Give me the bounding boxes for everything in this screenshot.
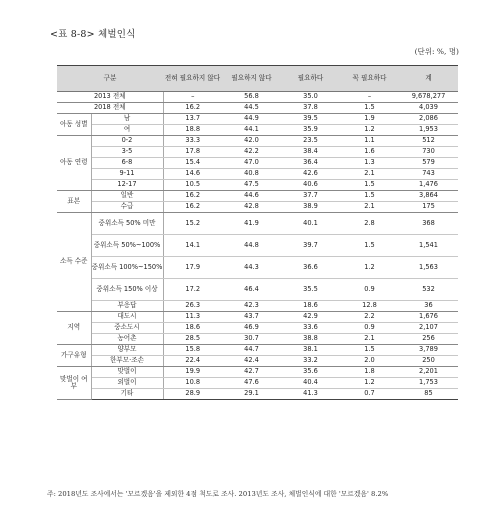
table-row bbox=[57, 323, 458, 334]
cell-value: 18.6 bbox=[281, 301, 340, 312]
table-row bbox=[57, 312, 458, 323]
cell-value: 44.7 bbox=[222, 345, 281, 356]
cell-value: 30.7 bbox=[222, 334, 281, 345]
cell-value: 44.9 bbox=[222, 114, 281, 125]
cell-value: 42.0 bbox=[222, 136, 281, 147]
cell-value: 3,864 bbox=[399, 191, 458, 202]
cell-value: 26.3 bbox=[163, 301, 222, 312]
cell-value: 1.6 bbox=[340, 147, 399, 158]
table-row bbox=[57, 389, 458, 400]
cell-value: 15.8 bbox=[163, 345, 222, 356]
cell-value: 11.3 bbox=[163, 312, 222, 323]
cell-value: 2.0 bbox=[340, 356, 399, 367]
punishment-perception-table bbox=[57, 65, 458, 400]
cell-value: 15.2 bbox=[163, 213, 222, 235]
cell-value: 532 bbox=[399, 279, 458, 301]
row-label: 한부모·조손 bbox=[91, 356, 163, 367]
cell-value: 22.4 bbox=[163, 356, 222, 367]
cell-value: 256 bbox=[399, 334, 458, 345]
cell-value: 33.3 bbox=[163, 136, 222, 147]
group-label: 맞벌이 여부 bbox=[57, 367, 91, 400]
cell-value: 46.9 bbox=[222, 323, 281, 334]
row-label: 2018 전체 bbox=[57, 103, 163, 114]
cell-value: 38.9 bbox=[281, 202, 340, 213]
table-row bbox=[57, 125, 458, 136]
cell-value: 42.2 bbox=[222, 147, 281, 158]
cell-value: 18.8 bbox=[163, 125, 222, 136]
row-label: 기타 bbox=[91, 389, 163, 400]
row-label: 중위소득 50% 미만 bbox=[91, 213, 163, 235]
cell-value: 1.5 bbox=[340, 180, 399, 191]
cell-value: 1.9 bbox=[340, 114, 399, 125]
cell-value: 42.9 bbox=[281, 312, 340, 323]
cell-value: 0.9 bbox=[340, 323, 399, 334]
cell-value: 44.1 bbox=[222, 125, 281, 136]
cell-value: 42.7 bbox=[222, 367, 281, 378]
cell-value: 46.4 bbox=[222, 279, 281, 301]
cell-value: 17.2 bbox=[163, 279, 222, 301]
row-label: 남 bbox=[91, 114, 163, 125]
cell-value: 1.8 bbox=[340, 367, 399, 378]
table-row bbox=[57, 235, 458, 257]
cell-value: 3,789 bbox=[399, 345, 458, 356]
cell-value: 0.9 bbox=[340, 279, 399, 301]
group-label: 아동 연령 bbox=[57, 136, 91, 191]
cell-value: 41.9 bbox=[222, 213, 281, 235]
table-body bbox=[57, 92, 458, 400]
cell-value: 35.9 bbox=[281, 125, 340, 136]
cell-value: 175 bbox=[399, 202, 458, 213]
cell-value: 730 bbox=[399, 147, 458, 158]
cell-value: 39.5 bbox=[281, 114, 340, 125]
row-label: 대도시 bbox=[91, 312, 163, 323]
unit-label: (단위: %, 명) bbox=[414, 47, 459, 56]
row-label: 일반 bbox=[91, 191, 163, 202]
table-row bbox=[57, 180, 458, 191]
cell-value: 1,563 bbox=[399, 257, 458, 279]
cell-value: 743 bbox=[399, 169, 458, 180]
table-row bbox=[57, 356, 458, 367]
cell-value: 23.5 bbox=[281, 136, 340, 147]
cell-value: 29.1 bbox=[222, 389, 281, 400]
cell-value: 16.2 bbox=[163, 103, 222, 114]
cell-value: 10.8 bbox=[163, 378, 222, 389]
cell-value: 47.6 bbox=[222, 378, 281, 389]
cell-value: 44.6 bbox=[222, 191, 281, 202]
cell-value: 512 bbox=[399, 136, 458, 147]
cell-value: 250 bbox=[399, 356, 458, 367]
group-label: 표본 bbox=[57, 191, 91, 213]
row-label: 양부모 bbox=[91, 345, 163, 356]
group-label: 소득 수준 bbox=[57, 213, 91, 312]
cell-value: 40.8 bbox=[222, 169, 281, 180]
cell-value: 2,086 bbox=[399, 114, 458, 125]
cell-value: 9,678,277 bbox=[399, 92, 458, 103]
header-necessary: 필요하다 bbox=[281, 66, 340, 92]
cell-value: 42.8 bbox=[222, 202, 281, 213]
cell-value: 38.4 bbox=[281, 147, 340, 158]
row-label: 중위소득 100%~150% bbox=[91, 257, 163, 279]
cell-value: 2.1 bbox=[340, 169, 399, 180]
row-label: 맞벌이 bbox=[91, 367, 163, 378]
table-row bbox=[57, 367, 458, 378]
table-caption: <표 8-8> 체벌인식 bbox=[50, 29, 136, 40]
header-very-necessary: 꼭 필요하다 bbox=[340, 66, 399, 92]
cell-value: 1,541 bbox=[399, 235, 458, 257]
cell-value: 1.3 bbox=[340, 158, 399, 169]
cell-value: 1.2 bbox=[340, 378, 399, 389]
row-label: 2013 전체 bbox=[57, 92, 163, 103]
row-label: 부응답 bbox=[91, 301, 163, 312]
header-row bbox=[57, 66, 458, 92]
cell-value: 1.5 bbox=[340, 235, 399, 257]
cell-value: 44.3 bbox=[222, 257, 281, 279]
cell-value: 10.5 bbox=[163, 180, 222, 191]
cell-value: – bbox=[340, 92, 399, 103]
cell-value: 56.8 bbox=[222, 92, 281, 103]
cell-value: 16.2 bbox=[163, 191, 222, 202]
cell-value: 42.6 bbox=[281, 169, 340, 180]
cell-value: 33.2 bbox=[281, 356, 340, 367]
cell-value: 47.5 bbox=[222, 180, 281, 191]
cell-value: 42.3 bbox=[222, 301, 281, 312]
cell-value: 1,753 bbox=[399, 378, 458, 389]
row-label: 3-5 bbox=[91, 147, 163, 158]
group-label: 아동 성별 bbox=[57, 114, 91, 136]
cell-value: 2,201 bbox=[399, 367, 458, 378]
cell-value: 17.9 bbox=[163, 257, 222, 279]
table-row bbox=[57, 334, 458, 345]
cell-value: 14.1 bbox=[163, 235, 222, 257]
table-row bbox=[57, 191, 458, 202]
cell-value: 2.8 bbox=[340, 213, 399, 235]
cell-value: 38.8 bbox=[281, 334, 340, 345]
cell-value: 1.5 bbox=[340, 191, 399, 202]
cell-value: 1.1 bbox=[340, 136, 399, 147]
cell-value: 28.5 bbox=[163, 334, 222, 345]
cell-value: 85 bbox=[399, 389, 458, 400]
row-label: 외벌이 bbox=[91, 378, 163, 389]
row-label: 중위소득 150% 이상 bbox=[91, 279, 163, 301]
row-label: 12-17 bbox=[91, 180, 163, 191]
cell-value: 36 bbox=[399, 301, 458, 312]
table-row bbox=[57, 202, 458, 213]
cell-value: 2,107 bbox=[399, 323, 458, 334]
cell-value: – bbox=[163, 92, 222, 103]
cell-value: 2.1 bbox=[340, 334, 399, 345]
table-row bbox=[57, 92, 458, 103]
cell-value: 14.6 bbox=[163, 169, 222, 180]
cell-value: 1.2 bbox=[340, 125, 399, 136]
cell-value: 0.7 bbox=[340, 389, 399, 400]
table-row bbox=[57, 169, 458, 180]
cell-value: 1.2 bbox=[340, 257, 399, 279]
cell-value: 44.8 bbox=[222, 235, 281, 257]
cell-value: 44.5 bbox=[222, 103, 281, 114]
table-row bbox=[57, 103, 458, 114]
row-label: 0-2 bbox=[91, 136, 163, 147]
cell-value: 43.7 bbox=[222, 312, 281, 323]
cell-value: 36.4 bbox=[281, 158, 340, 169]
table-row bbox=[57, 345, 458, 356]
table-row bbox=[57, 213, 458, 235]
cell-value: 33.6 bbox=[281, 323, 340, 334]
table-row bbox=[57, 301, 458, 312]
header-not-at-all-necessary: 전혀 필요하지 않다 bbox=[163, 66, 222, 92]
cell-value: 1.5 bbox=[340, 345, 399, 356]
cell-value: 1,953 bbox=[399, 125, 458, 136]
cell-value: 40.6 bbox=[281, 180, 340, 191]
cell-value: 1,676 bbox=[399, 312, 458, 323]
cell-value: 17.8 bbox=[163, 147, 222, 158]
row-label: 여 bbox=[91, 125, 163, 136]
cell-value: 35.5 bbox=[281, 279, 340, 301]
table-row bbox=[57, 147, 458, 158]
cell-value: 1,476 bbox=[399, 180, 458, 191]
header-total: 계 bbox=[399, 66, 458, 92]
cell-value: 37.7 bbox=[281, 191, 340, 202]
row-label: 6-8 bbox=[91, 158, 163, 169]
cell-value: 2.1 bbox=[340, 202, 399, 213]
row-label: 중소도시 bbox=[91, 323, 163, 334]
table-row bbox=[57, 158, 458, 169]
cell-value: 16.2 bbox=[163, 202, 222, 213]
cell-value: 36.6 bbox=[281, 257, 340, 279]
cell-value: 35.6 bbox=[281, 367, 340, 378]
cell-value: 38.1 bbox=[281, 345, 340, 356]
row-label: 9-11 bbox=[91, 169, 163, 180]
cell-value: 13.7 bbox=[163, 114, 222, 125]
cell-value: 37.8 bbox=[281, 103, 340, 114]
table-row bbox=[57, 257, 458, 279]
cell-value: 41.3 bbox=[281, 389, 340, 400]
cell-value: 2.2 bbox=[340, 312, 399, 323]
header-not-necessary: 필요하지 않다 bbox=[222, 66, 281, 92]
cell-value: 19.9 bbox=[163, 367, 222, 378]
cell-value: 28.9 bbox=[163, 389, 222, 400]
row-label: 농어촌 bbox=[91, 334, 163, 345]
cell-value: 47.0 bbox=[222, 158, 281, 169]
row-label: 중위소득 50%~100% bbox=[91, 235, 163, 257]
cell-value: 4,039 bbox=[399, 103, 458, 114]
cell-value: 15.4 bbox=[163, 158, 222, 169]
table-row bbox=[57, 279, 458, 301]
footnote: 주: 2018년도 조사에서는 '모르겠음'을 제외한 4점 척도로 조사. 2013년도 조사, 체벌인식에 대한 '모르겠음' 8.2% bbox=[47, 490, 389, 498]
group-label: 가구유형 bbox=[57, 345, 91, 367]
group-label: 지역 bbox=[57, 312, 91, 345]
table-row bbox=[57, 136, 458, 147]
cell-value: 40.4 bbox=[281, 378, 340, 389]
cell-value: 40.1 bbox=[281, 213, 340, 235]
cell-value: 18.6 bbox=[163, 323, 222, 334]
cell-value: 579 bbox=[399, 158, 458, 169]
table-row bbox=[57, 114, 458, 125]
row-label: 수급 bbox=[91, 202, 163, 213]
cell-value: 35.0 bbox=[281, 92, 340, 103]
table-row bbox=[57, 378, 458, 389]
cell-value: 39.7 bbox=[281, 235, 340, 257]
cell-value: 12.8 bbox=[340, 301, 399, 312]
header-category: 구분 bbox=[57, 66, 163, 92]
cell-value: 42.4 bbox=[222, 356, 281, 367]
cell-value: 368 bbox=[399, 213, 458, 235]
cell-value: 1.5 bbox=[340, 103, 399, 114]
